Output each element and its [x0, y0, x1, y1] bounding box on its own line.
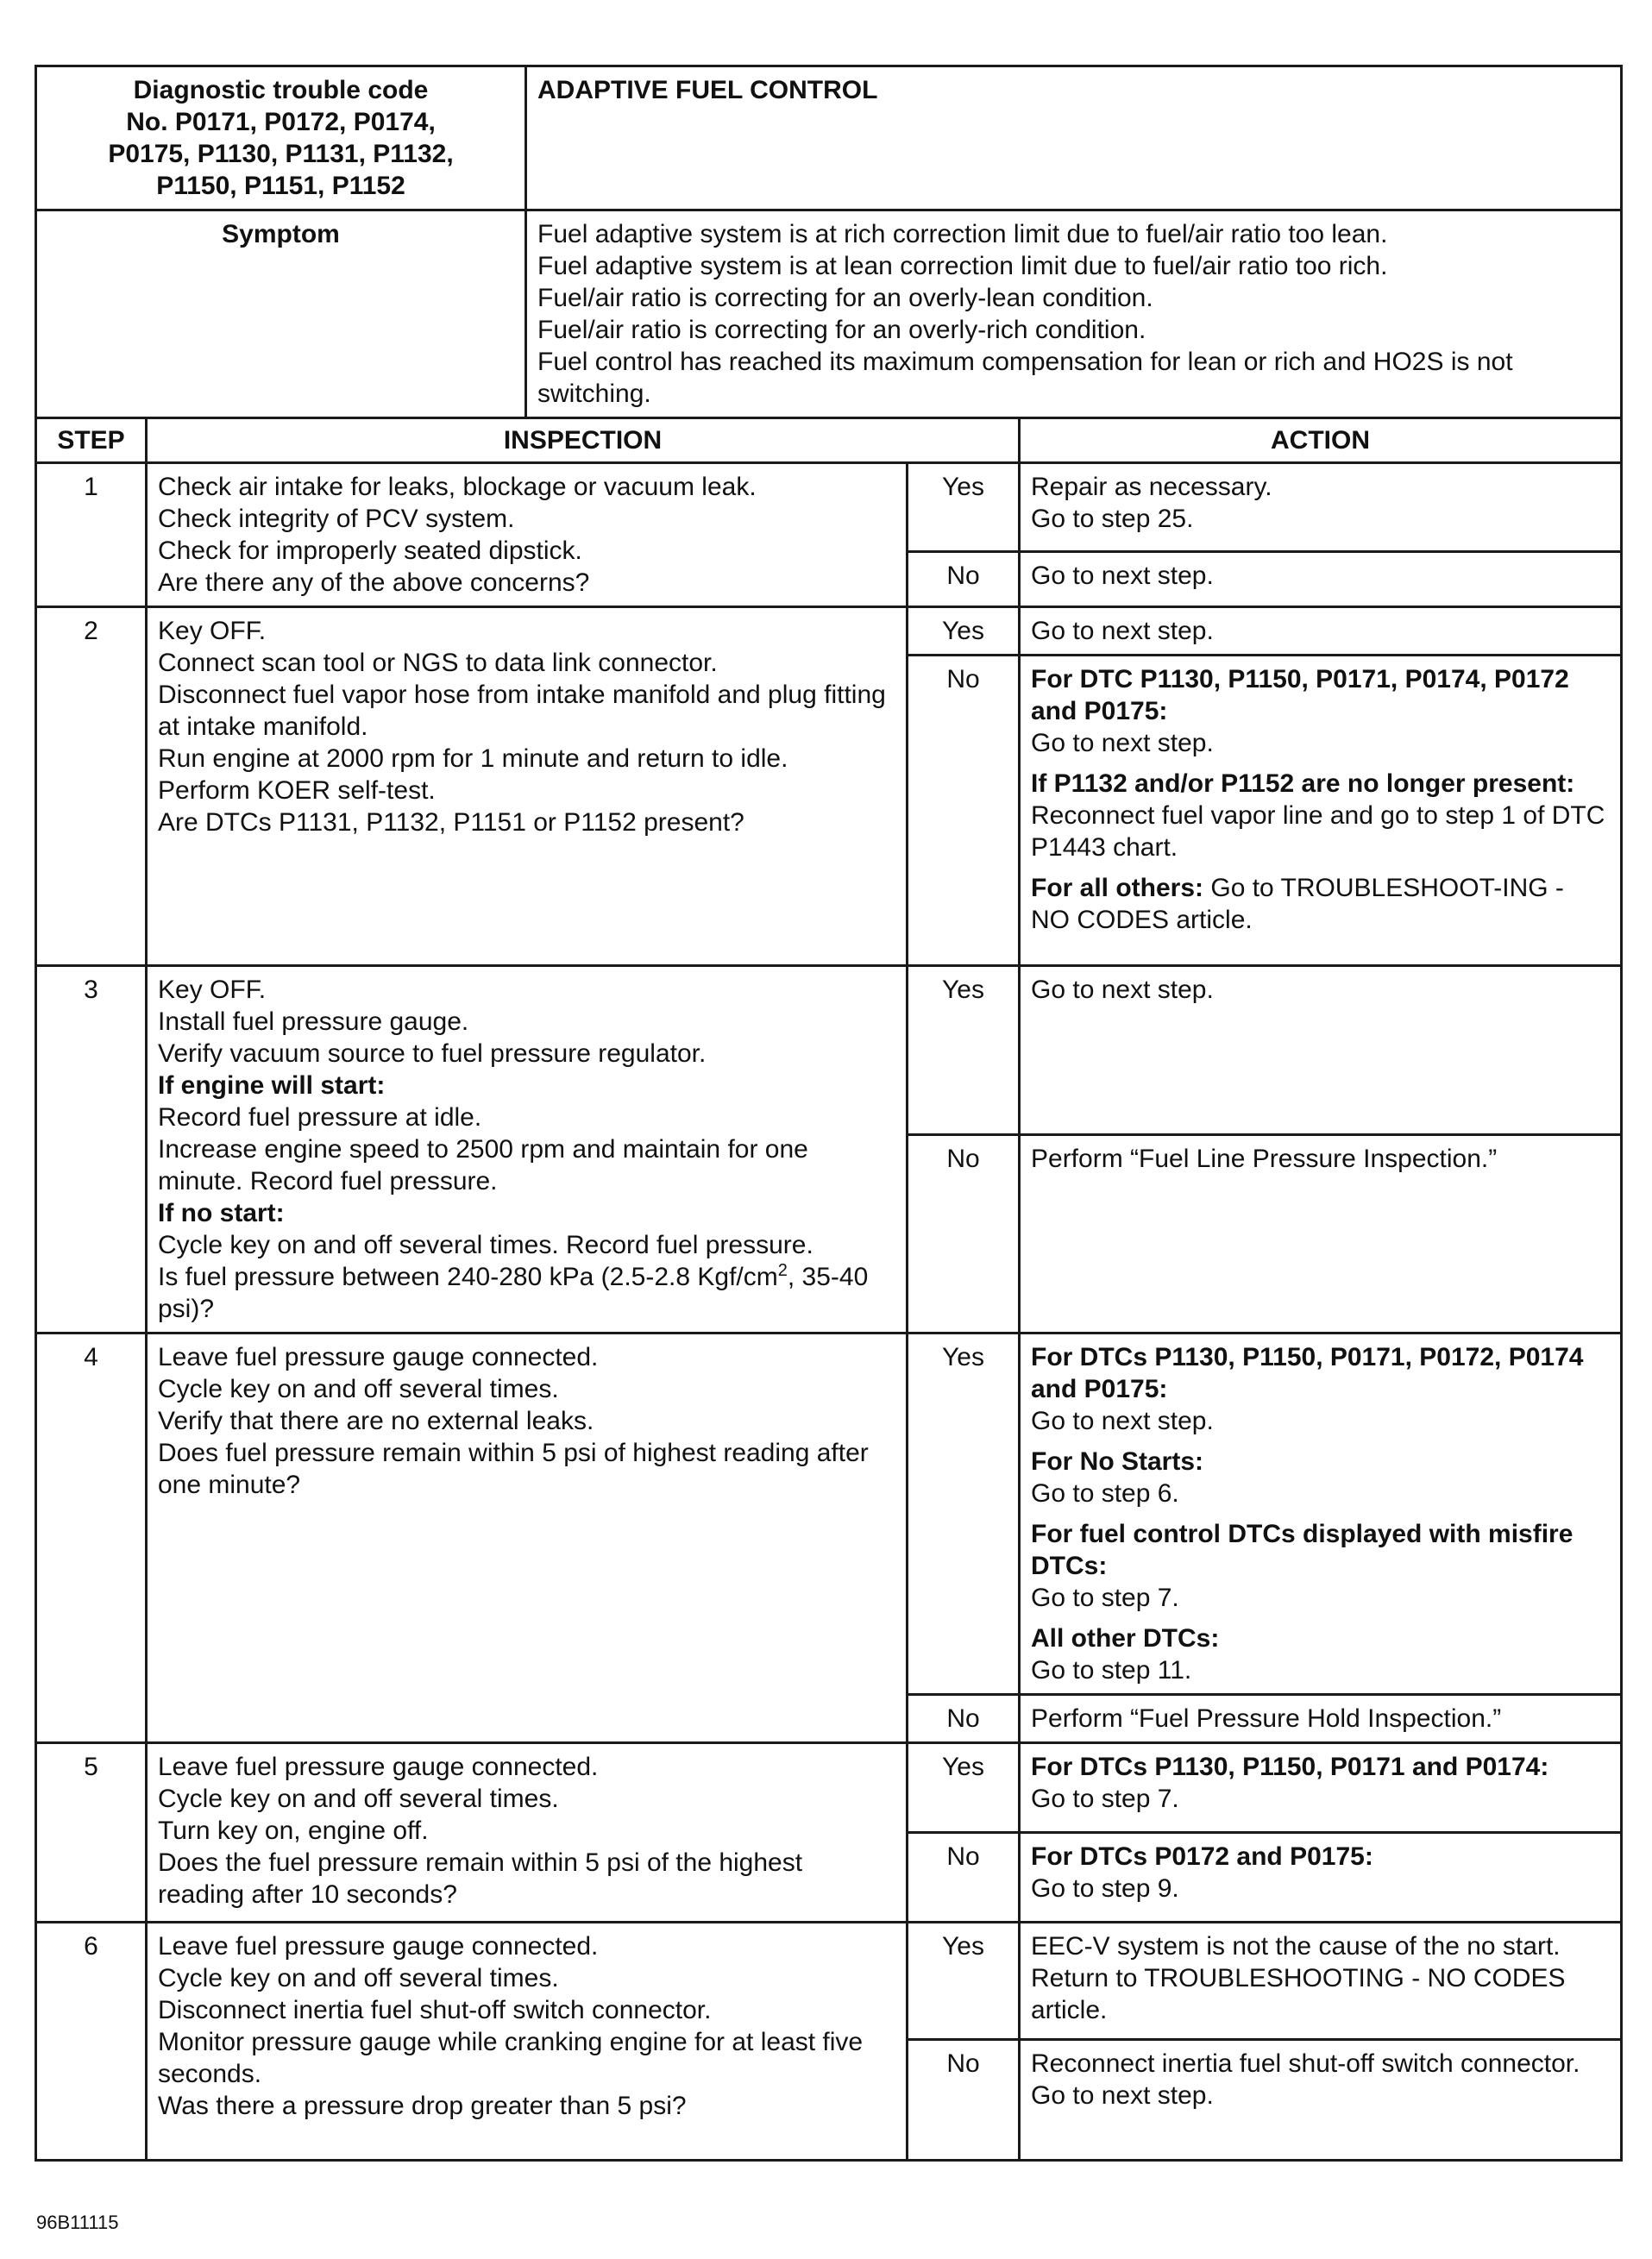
step-number: 6 [36, 1923, 147, 2161]
code-list-line: P1150, P1151, P1152 [156, 172, 405, 200]
code-list-line: P0175, P1130, P1131, P1132, [108, 140, 454, 168]
step-row [36, 966, 1622, 1135]
inspection-line: Perform KOER self-test. [158, 776, 436, 805]
inspection-line: , 35-40 psi)? [158, 1263, 869, 1323]
step-inspection [147, 1743, 908, 1923]
action-line: Reconnect fuel vapor line and go to step 1 of DTC P1443 chart. [1031, 801, 1605, 862]
action-line: Go to next step. [1031, 2081, 1214, 2110]
no-label: No [908, 656, 1020, 966]
action-heading: For DTCs P1130, P1150, P0171, P0172, P0174 and P0175: [1031, 1343, 1584, 1403]
inspection-line: Check for improperly seated dipstick. [158, 537, 582, 565]
yes-label: Yes [908, 607, 1020, 656]
inspection-line: Disconnect inertia fuel shut-off switch connector. [158, 1996, 712, 2024]
no-label: No [908, 1135, 1020, 1333]
action-line: Go to step 25. [1031, 505, 1194, 533]
inspection-line: Verify that there are no external leaks. [158, 1407, 594, 1435]
symptom-row [36, 210, 1622, 418]
inspection-line: Was there a pressure drop greater than 5 psi? [158, 2092, 687, 2120]
inspection-line: Check air intake for leaks, blockage or vacuum leak. [158, 473, 757, 501]
symptom-line: Fuel/air ratio is correcting for an overly-rich condition. [537, 316, 1146, 344]
inspection-line: Record fuel pressure at idle. [158, 1103, 482, 1132]
no-label: No [908, 1833, 1020, 1923]
action-heading: All other DTCs: [1031, 1624, 1220, 1653]
no-action [1020, 2040, 1622, 2161]
inspection-line: Run engine at 2000 rpm for 1 minute and return to idle. [158, 744, 788, 773]
step-row [36, 1333, 1622, 1695]
inspection-line: Key OFF. [158, 976, 267, 1004]
step-number: 2 [36, 607, 147, 966]
yes-action [1020, 607, 1622, 656]
no-action [1020, 1833, 1622, 1923]
inspection-line: Leave fuel pressure gauge connected. [158, 1343, 599, 1371]
step-inspection [147, 463, 908, 607]
inspection-line: Does the fuel pressure remain within 5 psi of the highest reading after 10 seconds? [158, 1848, 803, 1909]
col-action: ACTION [1020, 418, 1622, 463]
inspection-line: Turn key on, engine off. [158, 1817, 429, 1845]
action-line: Go to step 7. [1031, 1584, 1179, 1612]
no-label: No [908, 552, 1020, 607]
yes-action [1020, 463, 1622, 552]
no-action [1020, 1695, 1622, 1743]
action-line: Perform “Fuel Line Pressure Inspection.” [1031, 1145, 1498, 1174]
yes-label: Yes [908, 966, 1020, 1135]
superscript: 2 [777, 1261, 788, 1280]
inspection-line: Cycle key on and off several times. [158, 1375, 559, 1403]
action-line: EEC-V system is not the cause of the no start. Return to TROUBLESHOOTING - NO CODES article. [1031, 1932, 1566, 2024]
inspection-line: Does fuel pressure remain within 5 psi of highest reading after one minute? [158, 1439, 869, 1499]
code-label: Diagnostic trouble code [133, 76, 429, 104]
inspection-line: Install fuel pressure gauge. [158, 1007, 469, 1036]
step-inspection [147, 966, 908, 1333]
yes-action [1020, 966, 1622, 1135]
step-row [36, 1923, 1622, 2040]
step-inspection [147, 1333, 908, 1743]
action-heading: For No Starts: [1031, 1447, 1204, 1476]
no-label: No [908, 2040, 1020, 2161]
inspection-line: Are DTCs P1131, P1132, P1151 or P1152 present? [158, 808, 744, 837]
dtc-table [35, 65, 1623, 2162]
symptom-line: Fuel adaptive system is at lean correction limit due to fuel/air ratio too rich. [537, 252, 1388, 280]
action-heading: For DTCs P0172 and P0175: [1031, 1842, 1373, 1871]
action-line: Go to next step. [1031, 562, 1214, 590]
inspection-line: Cycle key on and off several times. Record fuel pressure. [158, 1231, 813, 1259]
action-line: Go to next step. [1031, 729, 1214, 757]
action-line: Go to next step. [1031, 976, 1214, 1004]
action-heading: For fuel control DTCs displayed with misfire DTCs: [1031, 1520, 1573, 1580]
action-line: Go to step 11. [1031, 1656, 1192, 1685]
no-action [1020, 1135, 1622, 1333]
col-inspection: INSPECTION [147, 418, 1020, 463]
inspection-line: Is fuel pressure between 240-280 kPa (2.5-2.8 Kgf/cm [158, 1263, 778, 1291]
inspection-line: Cycle key on and off several times. [158, 1964, 559, 1992]
inspection-line: Monitor pressure gauge while cranking engine for at least five seconds. [158, 2028, 864, 2088]
yes-label: Yes [908, 1333, 1020, 1695]
symptom-line: Fuel adaptive system is at rich correction limit due to fuel/air ratio too lean. [537, 220, 1388, 248]
action-line: Go to next step. [1031, 617, 1214, 645]
action-heading: If P1132 and/or P1152 are no longer present: [1031, 769, 1575, 798]
yes-action [1020, 1923, 1622, 2040]
action-line: Go to TROUBLESHOOT-ING - NO CODES article. [1031, 874, 1564, 934]
action-line: Go to next step. [1031, 1407, 1214, 1435]
inspection-line: Connect scan tool or NGS to data link connector. [158, 649, 718, 677]
action-line: Reconnect inertia fuel shut-off switch connector. [1031, 2049, 1580, 2078]
inspection-line: Check integrity of PCV system. [158, 505, 515, 533]
action-line: Go to step 6. [1031, 1479, 1179, 1508]
step-row [36, 607, 1622, 656]
symptom-line: Fuel control has reached its maximum compensation for lean or rich and HO2S is not switching. [537, 348, 1513, 408]
figure-code: 96B11115 [36, 2212, 119, 2233]
chart-body [35, 65, 1620, 2162]
inspection-line: Key OFF. [158, 617, 267, 645]
chart-title: ADAPTIVE FUEL CONTROL [526, 66, 1622, 210]
no-action [1020, 656, 1622, 966]
action-heading: For DTC P1130, P1150, P0171, P0174, P0172 and P0175: [1031, 665, 1569, 725]
inspection-line: Are there any of the above concerns? [158, 568, 590, 597]
yes-action [1020, 1333, 1622, 1695]
inspection-line: Disconnect fuel vapor hose from intake manifold and plug fitting at intake manifold. [158, 681, 886, 741]
dtc-code-cell [36, 66, 526, 210]
no-action [1020, 552, 1622, 607]
inspection-line: Leave fuel pressure gauge connected. [158, 1932, 599, 1961]
step-inspection [147, 607, 908, 966]
step-row [36, 463, 1622, 552]
symptom-line: Fuel/air ratio is correcting for an overly-lean condition. [537, 284, 1153, 312]
code-list-line: No. P0171, P0172, P0174, [126, 108, 436, 136]
step-number: 1 [36, 463, 147, 607]
column-header-row [36, 418, 1622, 463]
step-row [36, 1743, 1622, 1833]
inspection-line: Verify vacuum source to fuel pressure regulator. [158, 1039, 707, 1068]
inspection-heading: If no start: [158, 1199, 285, 1227]
header-row [36, 66, 1622, 210]
yes-label: Yes [908, 463, 1020, 552]
step-number: 5 [36, 1743, 147, 1923]
step-inspection [147, 1923, 908, 2161]
yes-label: Yes [908, 1923, 1020, 2040]
action-line: Perform “Fuel Pressure Hold Inspection.” [1031, 1704, 1502, 1733]
step-number: 4 [36, 1333, 147, 1743]
symptom-text [526, 210, 1622, 418]
yes-action [1020, 1743, 1622, 1833]
action-line: Go to step 9. [1031, 1874, 1179, 1903]
inspection-heading: If engine will start: [158, 1071, 386, 1100]
no-label: No [908, 1695, 1020, 1743]
step-number: 3 [36, 966, 147, 1333]
action-heading: For DTCs P1130, P1150, P0171 and P0174: [1031, 1753, 1549, 1781]
col-step: STEP [36, 418, 147, 463]
action-line: Repair as necessary. [1031, 473, 1272, 501]
inspection-line: Increase engine speed to 2500 rpm and maintain for one minute. Record fuel pressure. [158, 1135, 808, 1195]
yes-label: Yes [908, 1743, 1020, 1833]
action-line: Go to step 7. [1031, 1785, 1179, 1813]
inspection-line: Cycle key on and off several times. [158, 1785, 559, 1813]
action-heading: For all others: [1031, 874, 1204, 902]
symptom-label: Symptom [36, 210, 526, 418]
inspection-line: Leave fuel pressure gauge connected. [158, 1753, 599, 1781]
